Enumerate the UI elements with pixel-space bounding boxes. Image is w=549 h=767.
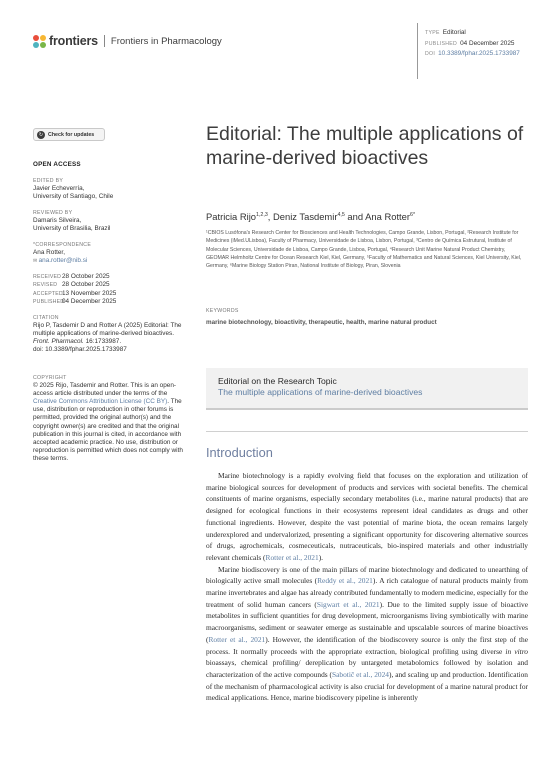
affiliations: ¹CBIOS Lusófona's Research Center for Biosciences and Health Technologies, Campo Grande, Lisbon, Portugal, ²Research Institute for Medicines (iMed.ULisboa), Faculty of Pharmacy, Universidade de Lisboa, Lisbon, Portugal, ³Centro de Química Estrutural, Institute of Molecular Sciences, Universidade de Lisboa, Campo Grande, Lisboa, Portugal, ⁴Research Unit Marine Natural Product Chemistry, GEOMAR Helmholtz Centre for Ocean Research Kiel, Kiel, Germany, ⁵Faculty of Mathematics and Natural Sciences, Kiel University, Kiel, Germany, ⁶Marine Biology Station Piran, National Institute of Biology, Piran, Slovenia: [206, 230, 522, 270]
reviewed-by: REVIEWED BY Damaris Silveira, University of Brasilia, Brazil: [33, 210, 111, 233]
cc-license-link[interactable]: Creative Commons Attribution License (CC BY): [33, 398, 168, 406]
check-for-updates-button[interactable]: ↻ Check for updates: [33, 128, 105, 141]
brand-name: frontiers: [49, 34, 98, 48]
update-icon: ↻: [38, 131, 44, 138]
journal-name: Frontiers in Pharmacology: [110, 35, 222, 47]
paragraph: Marine biotechnology is a rapidly evolving field that focuses on the exploration and utilization of marine biological sources for development of products and services with societal benefits. The chemical constituents of marine organisms, especially secondary metabolites (i.e., marine natural products) that are designed for ecological functions in their ecosystems represent ideal candidates as drugs and other functional ingredients. However, despite the vast potential of marine biota, the ocean remains largely underexplored and undervalorized, presenting a significant opportunity for discovering alternative sources of drugs, agrochemicals, cosmeceuticals, nutraceuticals, bio-inspired materials and other industrially relevant chemicals (Rotter et al., 2021).: [206, 471, 528, 562]
citation-link[interactable]: Rotter et al., 2021: [265, 552, 319, 562]
author-name: Deniz Tasdemir: [273, 211, 338, 222]
research-topic-link[interactable]: The multiple applications of marine-derived bioactives: [218, 387, 423, 397]
meta-divider: [417, 23, 418, 79]
logo-divider: [104, 35, 105, 47]
research-topic-heading: Editorial on the Research Topic: [218, 376, 337, 386]
email-icon: ✉: [33, 258, 39, 265]
frontiers-logo[interactable]: [33, 34, 222, 48]
research-topic-box: [206, 368, 528, 410]
citation-link[interactable]: Sigwart et al., 2021: [316, 599, 380, 609]
citation-link[interactable]: Rotter et al., 2021: [208, 634, 266, 644]
open-access-label: OPEN ACCESS: [33, 161, 81, 168]
author-name: Ana Rotter: [365, 211, 410, 222]
article-body: [206, 470, 528, 704]
article-title: Editorial: The multiple applications of marine-derived bioactives: [206, 123, 524, 169]
citation-link[interactable]: Sabotič et al., 2024: [332, 669, 389, 679]
edited-by: EDITED BY Javier Echeverría, University of Santiago, Chile: [33, 178, 114, 201]
section-divider: [206, 431, 528, 432]
keywords-label: KEYWORDS: [206, 308, 239, 314]
paragraph: Marine biodiscovery is one of the main pillars of marine biotechnology and dedicated to unearthing of biologically active small molecules (Reddy et al., 2021). A rich catalogue of natural products mainly from marine invertebrates and algae has already contributed fundamentally to modern medicine, especially for the treatment of solid human cancers (Sigwart et al., 2021). Due to the limited supply issue of bioactive metabolites in sufficient quantities for drug development, microorganisms living symbiotically with marine macroorganisms, sediment or seawater emerge as sustainable and upscalable sources of marine bioactives (Rotter et al., 2021). However, the identification of the biodiscovery source is only the first step of the process. It normally proceeds with the appropriate extraction, biological profiling using diverse in vitro bioassays, chemical profiling/ dereplication by untargeted metabolomics followed by isolation and characterization of the active compounds (Sabotič et al., 2024), and scaling up and production. Identification of the mechanism of pharmacological activity is also crucial for development of a marine natural product for medical applications. Hence, marine biodiscovery pipeline is inherently: [206, 564, 529, 703]
citation-link[interactable]: Reddy et al., 2021: [317, 576, 373, 586]
author-name: Patricia Rijo: [206, 211, 257, 222]
author-list: Patricia Rijo$^{1,2,3}$, Deniz Tasdemir$^{4,5}$ and Ana Rotter$^{6*}$: [206, 211, 416, 222]
introduction-heading: Introduction: [206, 445, 273, 460]
correspondence-email[interactable]: ana.rotter@nib.si: [38, 257, 88, 265]
article-dates: RECEIVED28 October 2025 REVISED 28 October 2025 ACCEPTED13 November 2025 PUBLISHED04 December 2025: [33, 273, 117, 305]
citation: CITATION Rijo P, Tasdemir D and Rotter A (2025) Editorial: The multiple applications of marine-derived bioactives. Front. Pharmacol. 16:1733987. doi: 10.3389/fphar.2025.1733987: [33, 315, 182, 354]
correspondence: *CORRESPONDENCE Ana Rotter, ✉ ana.rotter@nib.si: [33, 242, 92, 265]
copyright: COPYRIGHT © 2025 Rijo, Tasdemir and Rotter. This is an open-access article distributed under the terms of the Creative Commons Attribution License (CC BY). The use, distribution or reproduction in other forums is permitted, provided the original author(s) and the copyright owner(s) are credited and that the original publication in this journal is cited, in accordance with accepted academic practice. No use, distribution or reproduction is permitted which does not comply with these terms.: [33, 375, 183, 462]
doi-link[interactable]: 10.3389/fphar.2025.1733987: [438, 50, 520, 58]
frontiers-logo-icon: [33, 35, 46, 48]
article-meta: TYPE Editorial PUBLISHED 04 December 2025 DOI 10.3389/fphar.2025.1733987: [425, 29, 520, 58]
keywords: marine biotechnology, bioactivity, therapeutic, health, marine natural product: [206, 319, 437, 326]
